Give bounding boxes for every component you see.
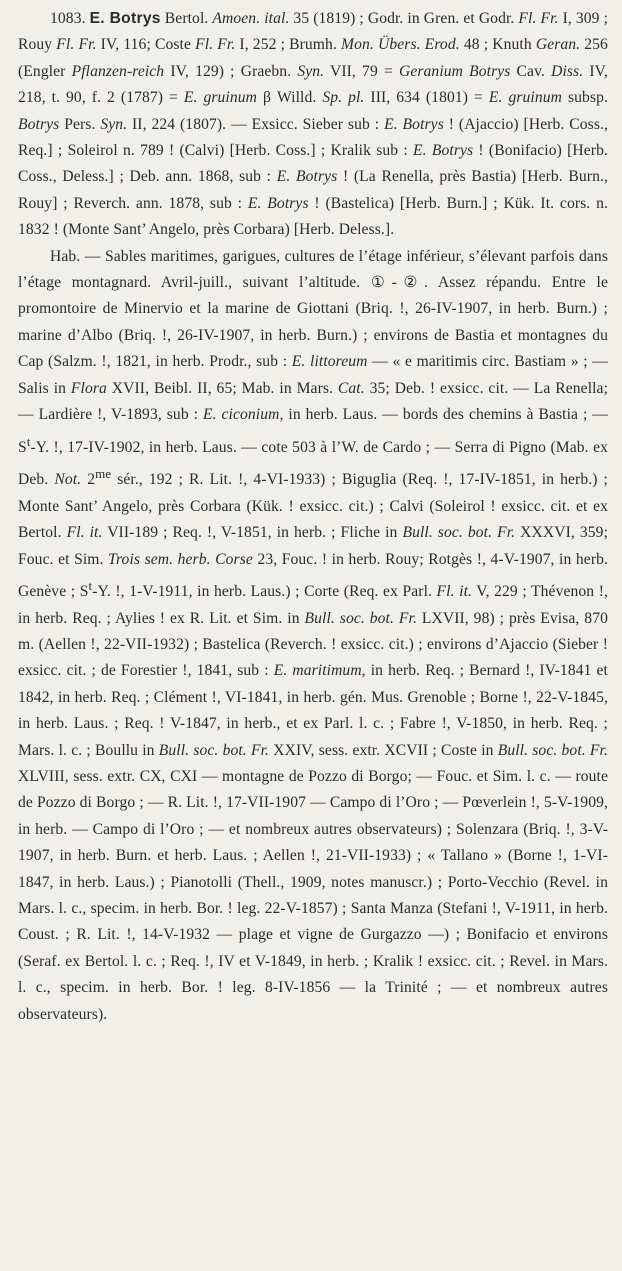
species-name: E. Botrys bbox=[89, 10, 161, 27]
habitat-paragraph: Hab. — Sables maritimes, garigues, cultures de l’étage inférieur, s’élevant parfois dans l’étage montagnard. Avril-juill., suivant l’altitude. ①-②. Assez répandu. Entre le promontoire de Minervio et la marine de Giottani (Briq. !, 26-IV-1907, in herb. Burn.) ; marine d’Albo (Briq. !, 26-IV-1907, in herb. Burn.) ; environs de Bastia et montagnes du Cap (Salzm. !, 1821, in herb. Prodr., sub : E. littoreum — « e maritimis circ. Bastiam » ; — Salis in Flora XVII, Beibl. II, 65; Mab. in Mars. Cat. 35; Deb. ! exsicc. cit. — La Renella; — Lardière !, V-1893, sub : E. ciconium, in herb. Laus. — bords des chemins à Bastia ; — $S^t-Y$. !, 17-IV-1902, in herb. Laus. — cote 503 à l’W. de Cardo ; — Serra di Pigno (Mab. ex Deb. Not. $2^{me}$ sér., 192 ; R. Lit. !, 4-VI-1933) ; Biguglia (Req. !, 17-IV-1851, in herb.) ; Monte Sant’ Angelo, près Corbara (Kük. ! exsicc. cit.) ; Calvi (Soleirol ! exsicc. cit. et ex Bertol. Fl. it. VII-189 ; Req. !, V-1851, in herb. ; Fliche in Bull. soc. bot. Fr. XXXVI, 359; Fouc. et Sim. Trois sem. herb. Corse 23, Fouc. ! in herb. Rouy; Rotgès !, 4-V-1907, in herb. Genève ; $S^t-Y$. !, 1-V-1911, in herb. Laus.) ; Corte (Req. ex Parl. Fl. it. V, 229 ; Thévenon !, in herb. Req. ; Aylies ! ex R. Lit. et Sim. in Bull. soc. bot. Fr. LXVII, 98) ; près Evisa, 870 m. (Aellen !, 22-VII-1932) ; Bastelica (Reverch. ! exsicc. cit.) ; environs d’Ajaccio (Sieber ! exsicc. cit. ; de Forestier !, 1841, sub : E. maritimum, in herb. Req. ; Bernard !, IV-1841 et 1842, in herb. Req. ; Clément !, VI-1841, in herb. gén. Mus. Grenoble ; Borne !, 22-V-1845, in herb. Laus. ; Req. ! V-1847, in herb., et ex Parl. l. c. ; Fabre !, V-1850, in herb. Req. ; Mars. l. c. ; Boullu in Bull. soc. bot. Fr. XXIV, sess. extr. XCVII ; Coste in Bull. soc. bot. Fr. XLVIII, sess. extr. CX, CXI — montagne de Pozzo di Borgo; — Fouc. et Sim. l. c. — route de Pozzo di Borgo ; — R. Lit. !, 17-VII-1907 — Campo di l’Oro ; — Pœverlein !, 5-V-1909, in herb. — Campo di l’Oro ; — et nombreux autres observateurs) ; Solenzara (Briq. !, 3-V-1907, in herb. Burn. et herb. Laus. ; Aellen !, 21-VII-1933) ; « Tallano » (Borne !, 1-VI-1847, in herb. Laus.) ; Pianotolli (Thell., 1909, notes manuscr.) ; Porto-Vecchio (Revel. in Mars. l. c., specim. in herb. Bor. ! leg. 22-V-1857) ; Santa Manza (Stefani !, V-1911, in herb. Coust. ; R. Lit. !, 14-V-1932 — plage et vigne de Gurgazzo —) ; Bonifacio et environs (Seraf. ex Bertol. l. c. ; Req. !, IV et V-1849, in herb. ; Kralik ! exsicc. cit. ; Revel. in Mars. l. c., specim. in herb. Bor. ! leg. 8-IV-1856 — la Trinité ; — et nombreux autres observateurs). bbox=[18, 247, 609, 1023]
synonymy-text: Bertol. Amoen. ital. 35 (1819) ; Godr. in Gren. et Godr. Fl. Fr. I, 309 ; Rouy Fl. Fr. IV, 116; Coste Fl. Fr. I, 252 ; Brumh. Mon. Übers. Erod. 48 ; Knuth Geran. 256 (Engler Pflanzen-reich IV, 129) ; Graebn. Syn. VII, 79 = Geranium Botrys Cav. Diss. IV, 218, t. 90, f. 2 (1787) = E. gruinum β Willd. Sp. pl. III, 634 (1801) = E. gruinum subsp. Botrys Pers. Syn. II, 224 (1807). — Exsicc. Sieber sub : E. Botrys ! (Ajaccio) [Herb. Coss., Req.] ; Soleirol n. 789 ! (Calvi) [Herb. Coss.] ; Kralik sub : E. Botrys ! (Bonifacio) [Herb. Coss., Deless.] ; Deb. ann. 1868, sub : E. Botrys ! (La Renella, près Bastia) [Herb. Burn., Rouy] ; Reverch. ann. 1878, sub : E. Botrys ! (Bastelica) [Herb. Burn.] ; Kük. It. cors. n. 1832 ! (Monte Sant’ Angelo, près Corbara) [Herb. Deless.]. bbox=[18, 10, 609, 239]
species-entry bbox=[18, 6, 608, 244]
entry-number: 1083. bbox=[50, 10, 86, 27]
